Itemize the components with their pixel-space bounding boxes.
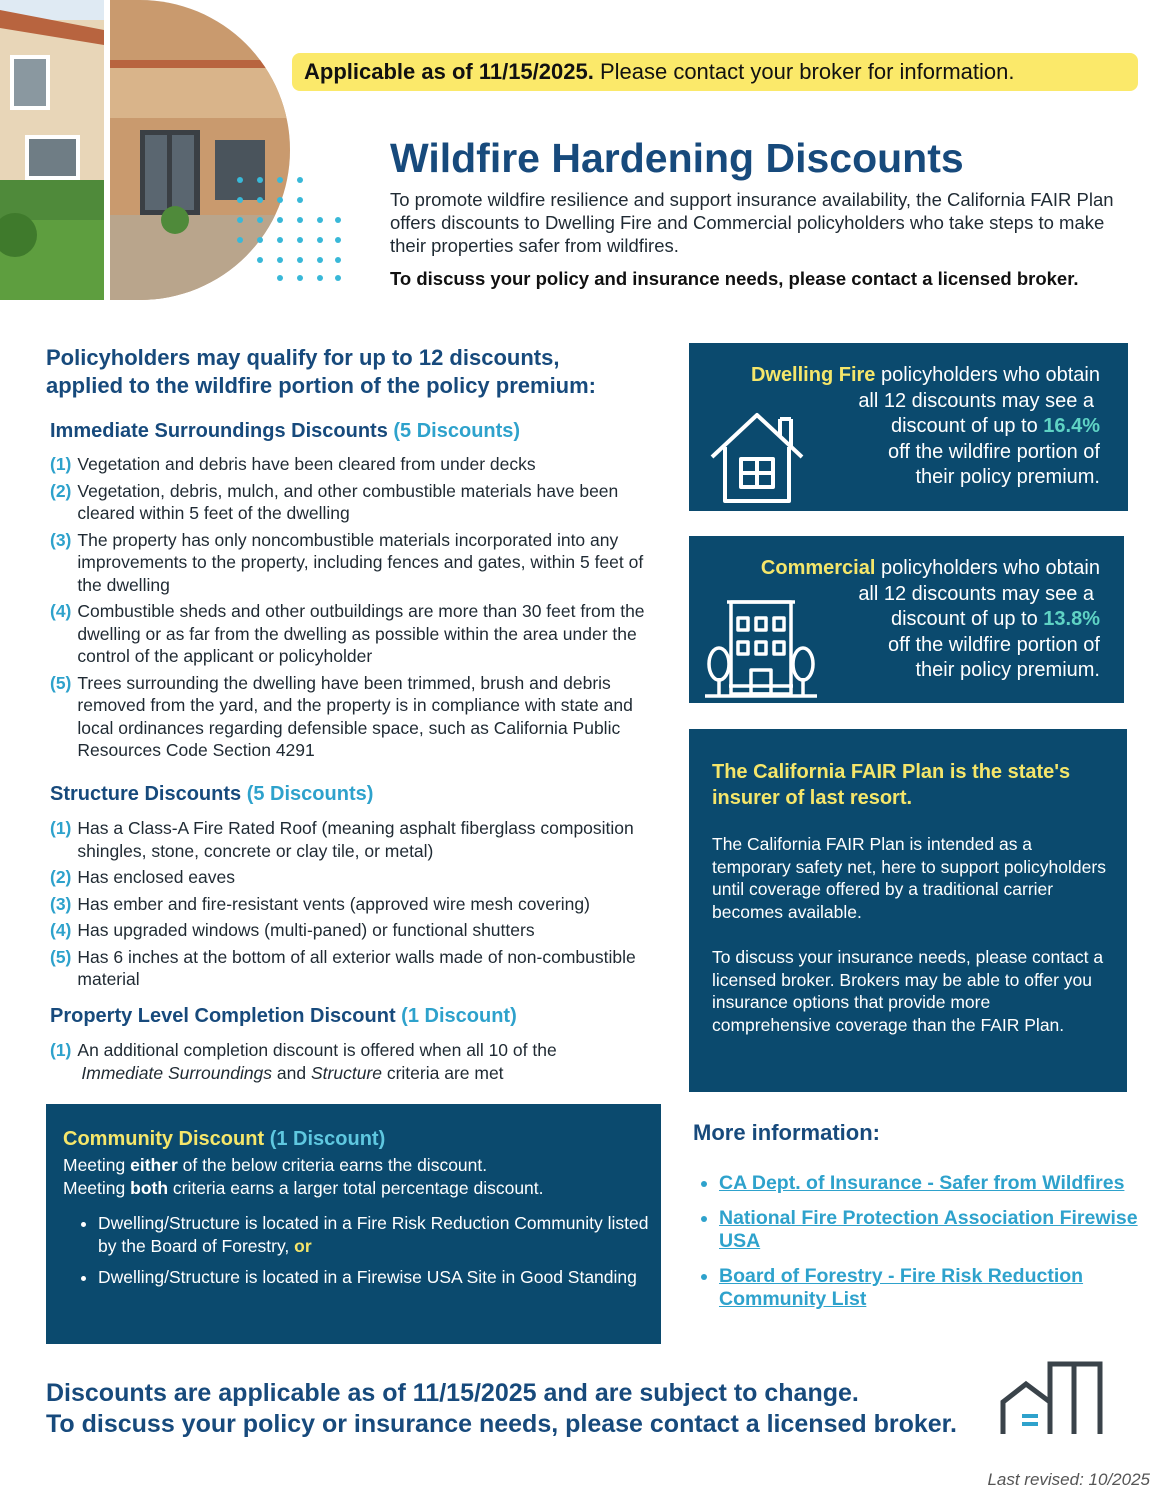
commercial-line3: discount of up to (890, 608, 1044, 630)
qualify-heading (46, 344, 666, 400)
item-text: Vegetation, debris, mulch, and other combustible materials have been cleared within 5 feet of the dwelling (77, 480, 619, 523)
item-text: Trees surrounding the dwelling have been trimmed, brush and debris removed from the yard, and the property is in compliance with state and local ordinances regarding defensible space, such as California Public Resources Code Section 4291 (77, 672, 633, 760)
commercial-line2: all 12 discounts may see a (858, 582, 1094, 605)
community-line1-a: Meeting (63, 1155, 131, 1175)
list-item (719, 1207, 1154, 1253)
community-line2-a: Meeting (63, 1178, 131, 1198)
commercial-label: Commercial (760, 557, 876, 579)
community-title: Community Discount (63, 1128, 265, 1150)
fair-plan-paragraph1: The California FAIR Plan is intended as a temporary safety net, here to support policyholders until coverage offered by a traditional carrier becomes available. (712, 834, 1106, 922)
community-or: or (294, 1236, 312, 1256)
item-number: (5) (50, 672, 72, 693)
dwelling-line4: off the wildfire portion of (888, 440, 1100, 463)
more-info-title: More information: (693, 1120, 880, 1145)
immediate-count: (5 Discounts) (393, 420, 521, 442)
commercial-percent: 13.8% (1043, 608, 1100, 630)
fair-plan-paragraph2: To discuss your insurance needs, please contact a licensed broker. Brokers may be able to offer you insurance options that provide more comprehensive coverage than the FAIR Plan. (712, 947, 1104, 1035)
applicable-banner (292, 53, 1138, 91)
dwelling-line1: policyholders who obtain (875, 364, 1100, 386)
property-text-c: criteria are met (381, 1062, 504, 1083)
dwelling-fire-label: Dwelling Fire (750, 364, 876, 386)
item-text: Has 6 inches at the bottom of all exterior walls made of non-combustible material (77, 946, 636, 989)
community-bullet2: Dwelling/Structure is located in a Firewise USA Site in Good Standing (98, 1267, 637, 1287)
dwelling-line5: their policy premium. (915, 466, 1100, 488)
community-line2-bold: both (130, 1178, 169, 1198)
community-count: (1 Discount) (269, 1128, 386, 1150)
footer-line1: Discounts are applicable as of 11/15/2025 and are subject to change. (46, 1379, 859, 1407)
community-line1-bold: either (130, 1155, 178, 1175)
immediate-title: Immediate Surroundings Discounts (50, 420, 388, 442)
qualify-line1: Policyholders may qualify for up to 12 discounts, (46, 345, 560, 370)
fair-plan-logo-icon (1000, 1360, 1104, 1436)
property-italic-a: Immediate Surroundings (81, 1062, 273, 1083)
property-heading (50, 1005, 517, 1028)
item-text: Has ember and fire-resistant vents (approved wire mesh covering) (77, 893, 590, 914)
item-number: (1) (50, 818, 72, 838)
list-item (50, 817, 665, 862)
list-item (50, 600, 665, 668)
link-nfpa-firewise[interactable]: National Fire Protection Association Firewise USA (719, 1207, 1138, 1252)
dot-pattern (230, 170, 350, 290)
fair-plan-box (689, 729, 1127, 1092)
dwelling-percent: 16.4% (1043, 415, 1100, 437)
item-number: (2) (50, 480, 72, 501)
list-item (50, 529, 665, 597)
dwelling-fire-box (689, 343, 1128, 511)
list-item (50, 1039, 665, 1084)
property-text-b: and (272, 1062, 311, 1083)
community-line2 (63, 1177, 544, 1200)
list-item (50, 919, 665, 942)
list-item (50, 480, 665, 525)
community-heading (63, 1128, 385, 1151)
intro-paragraph: To promote wildfire resilience and support insurance availability, the California FAIR Plan offers discounts to Dwelling Fire and Commercial policyholders who take steps to make their properties safer from wildfires. (390, 189, 1114, 256)
banner-text: Please contact your broker for information. (593, 59, 1015, 84)
item-text: Vegetation and debris have been cleared from under decks (77, 454, 536, 474)
item-text: Has enclosed eaves (77, 867, 235, 887)
list-item (98, 1266, 658, 1289)
item-number: (3) (50, 893, 72, 914)
commercial-line5: their policy premium. (915, 659, 1100, 681)
list-item (50, 946, 665, 991)
list-item (719, 1172, 1154, 1195)
commercial-text (761, 556, 1100, 684)
link-board-of-forestry[interactable]: Board of Forestry - Fire Risk Reduction Community List (719, 1265, 1084, 1310)
dwelling-line3: discount of up to (890, 415, 1044, 437)
list-item (50, 866, 665, 889)
item-text: The property has only noncombustible materials incorporated into any improvements to the property, including fences and gates, within 5 feet of the dwelling (77, 529, 644, 595)
list-item (98, 1212, 658, 1258)
community-criteria (76, 1212, 658, 1297)
last-revised: Last revised: 10/2025 (987, 1470, 1150, 1489)
page-title: Wildfire Hardening Discounts (390, 135, 964, 181)
immediate-heading (50, 420, 520, 443)
banner-bold: Applicable as of 11/15/2025. (304, 59, 594, 84)
fair-plan-title: The California FAIR Plan is the state's insurer of last resort. (712, 761, 1071, 809)
item-number: (3) (50, 529, 72, 550)
property-list (50, 1039, 665, 1088)
link-cdi-safer-from-wildfires[interactable]: CA Dept. of Insurance - Safer from Wildfires (719, 1172, 1125, 1194)
list-item (719, 1265, 1154, 1311)
intro-bold: To discuss your policy and insurance needs, please contact a licensed broker. (390, 268, 1079, 289)
immediate-list (50, 453, 665, 766)
property-count: (1 Discount) (401, 1005, 517, 1027)
footer-line2: To discuss your policy or insurance needs, please contact a licensed broker. (46, 1410, 957, 1438)
item-text: Has a Class-A Fire Rated Roof (meaning asphalt fiberglass composition shingles, stone, concrete or clay tile, or metal) (77, 818, 634, 861)
more-info-links (695, 1172, 1154, 1323)
qualify-line2: applied to the wildfire portion of the policy premium: (46, 373, 597, 398)
item-number: (5) (50, 946, 72, 967)
item-text: Combustible sheds and other outbuildings are more than 30 feet from the dwelling or as far from the dwelling as possible within the area under the control of the applicant or policyholder (77, 601, 645, 666)
community-line1-b: of the below criteria earns the discount. (177, 1155, 488, 1175)
structure-list (50, 817, 665, 995)
property-text-a: An additional completion discount is offered when all 10 of the (77, 1040, 557, 1060)
community-line2-b: criteria earns a larger total percentage discount. (168, 1178, 544, 1198)
item-number: (2) (50, 867, 72, 887)
footer-message (46, 1378, 957, 1440)
community-line1 (63, 1154, 487, 1177)
commercial-line4: off the wildfire portion of (888, 633, 1100, 656)
commercial-line1: policyholders who obtain (875, 557, 1100, 579)
item-number: (4) (50, 920, 72, 940)
property-title: Property Level Completion Discount (50, 1005, 396, 1027)
item-text: Has upgraded windows (multi-paned) or functional shutters (77, 920, 535, 940)
community-discount-box (46, 1104, 661, 1344)
list-item (50, 893, 665, 916)
community-bullet1: Dwelling/Structure is located in a Fire Risk Reduction Community listed by the Board of Forestry, (98, 1213, 649, 1256)
structure-title: Structure Discounts (50, 783, 242, 805)
dwelling-fire-text (751, 363, 1100, 491)
item-number: (1) (50, 1040, 72, 1060)
dwelling-line2: all 12 discounts may see a (858, 389, 1094, 412)
item-number: (4) (50, 601, 72, 621)
structure-heading (50, 783, 373, 806)
list-item (50, 672, 665, 762)
item-number: (1) (50, 454, 72, 474)
property-italic-b: Structure (310, 1062, 382, 1083)
structure-count: (5 Discounts) (246, 783, 374, 805)
list-item (50, 453, 665, 476)
commercial-box (689, 536, 1124, 703)
item-text (77, 1039, 665, 1084)
